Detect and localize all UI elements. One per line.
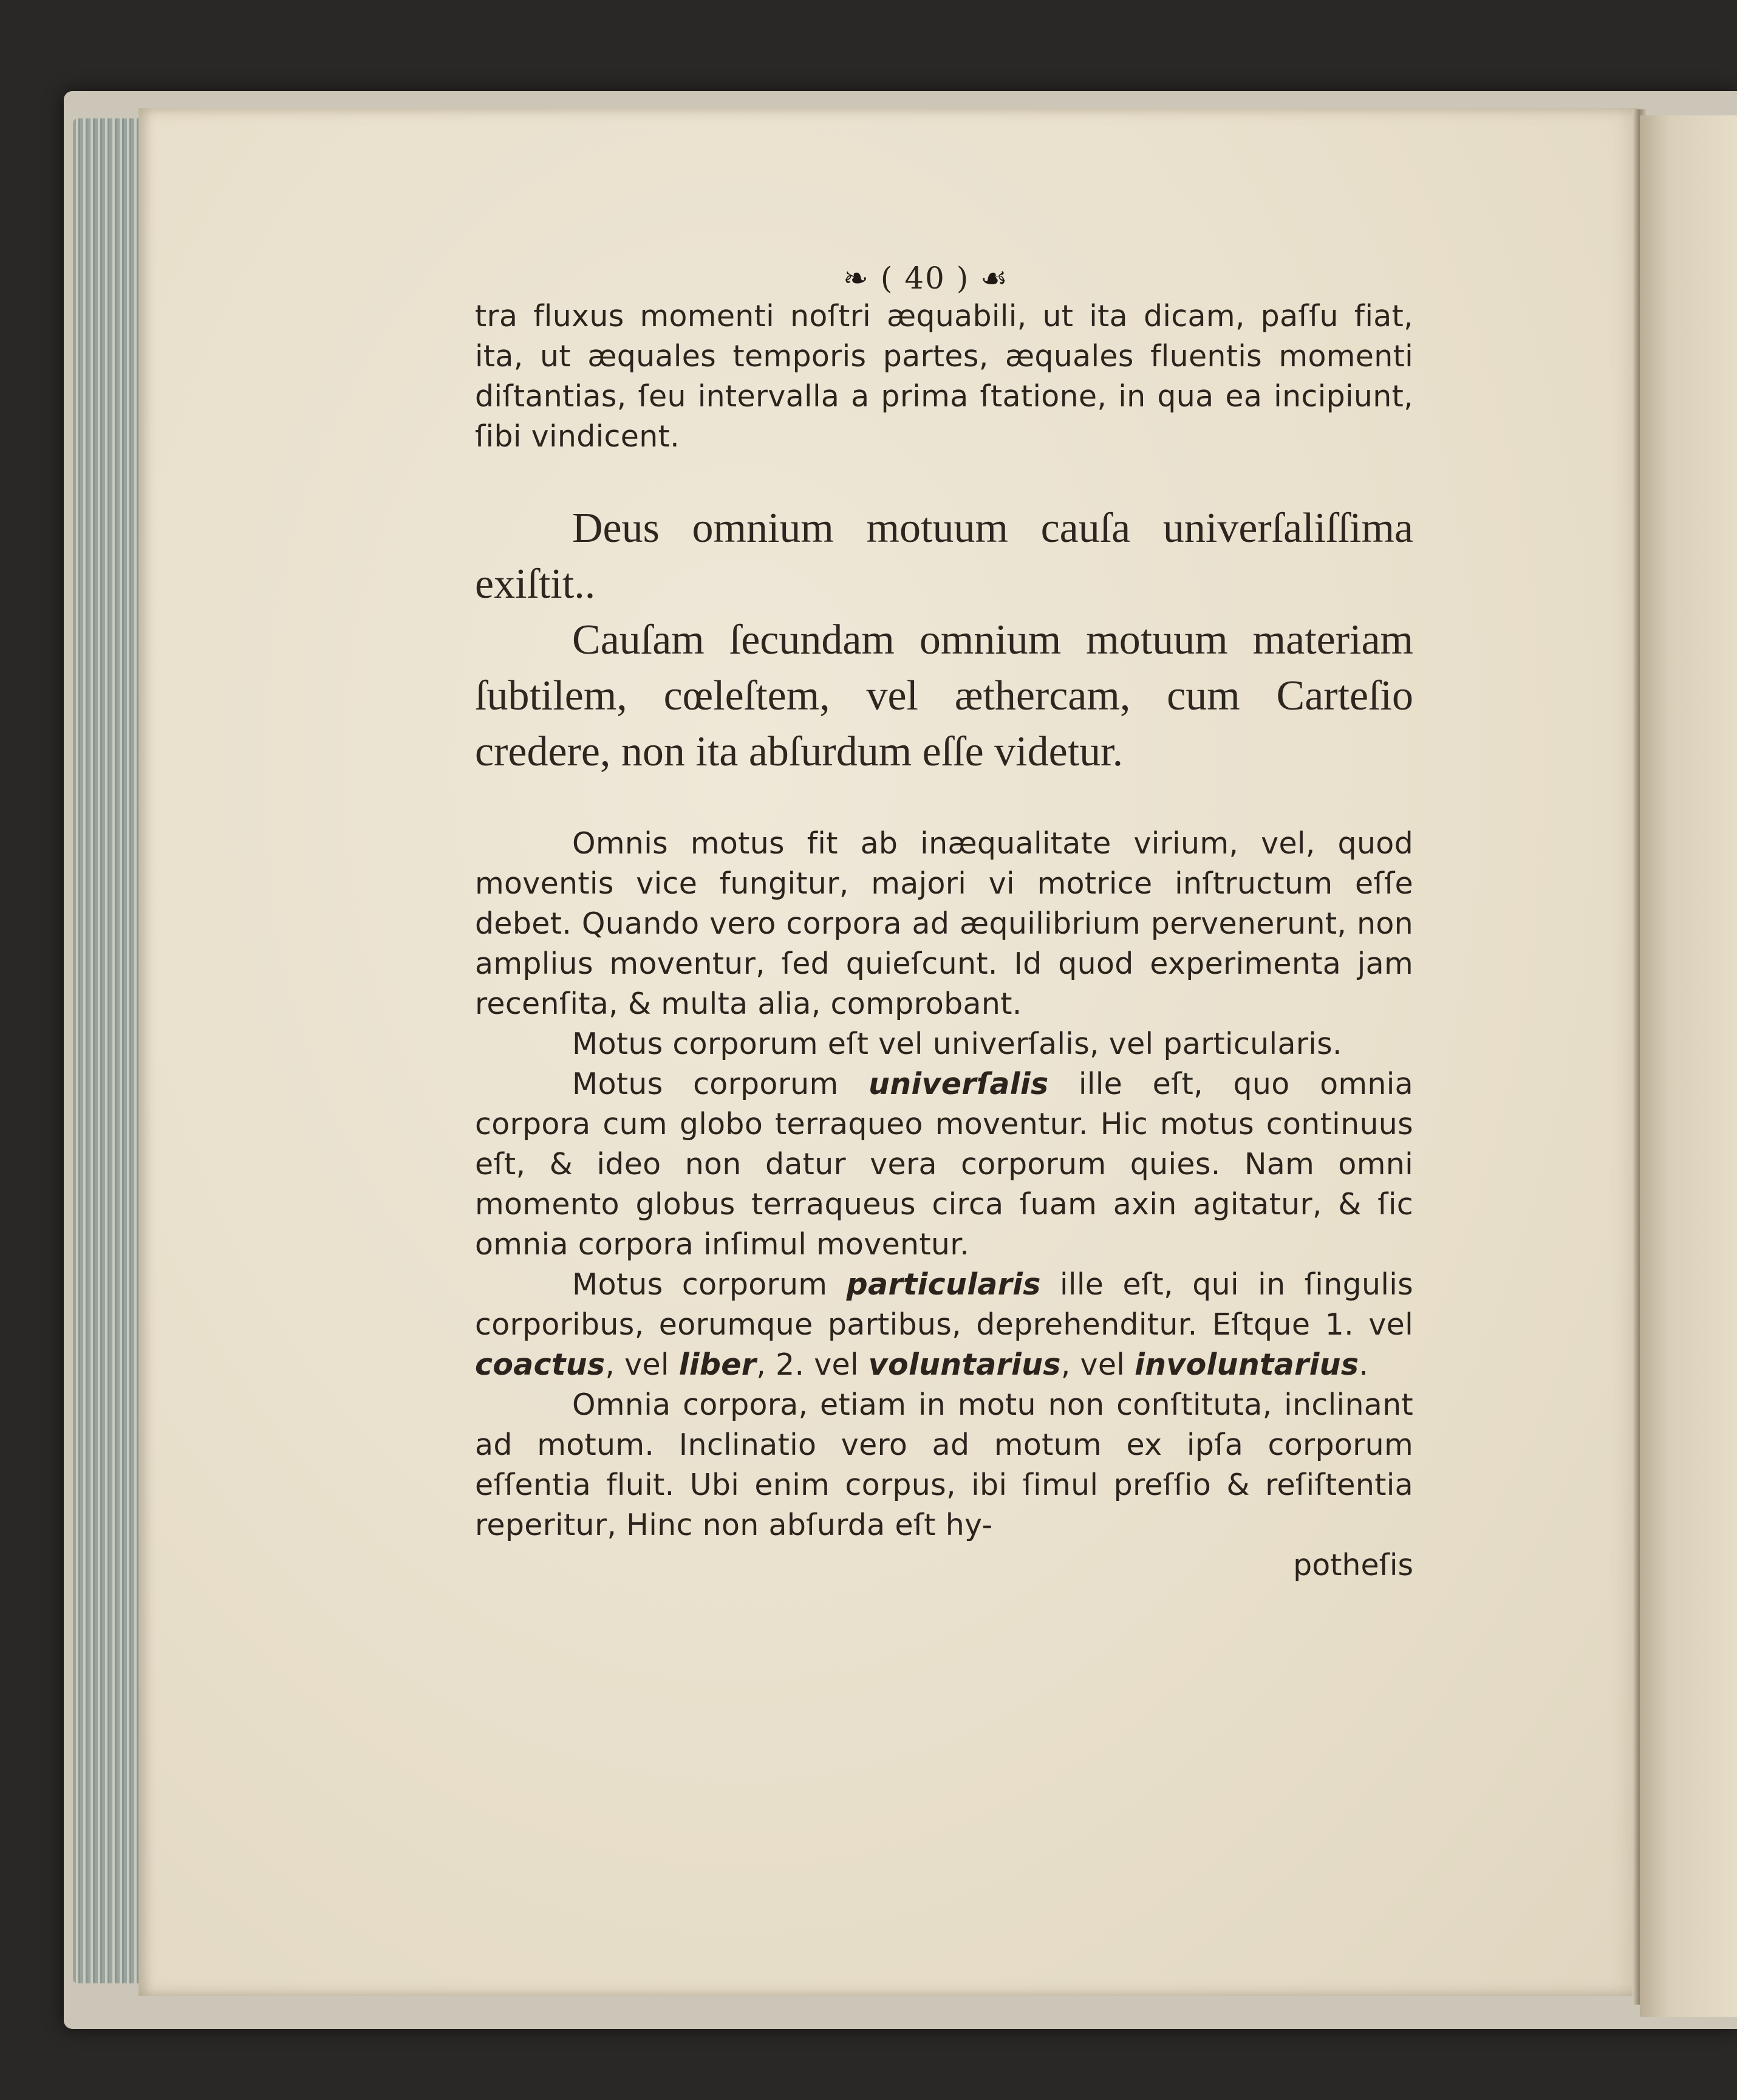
- left-ornament-icon: ❧: [843, 261, 870, 296]
- page-text: [475, 260, 1413, 1585]
- page-edges: [73, 118, 143, 1983]
- paragraph-3: Cauſam ſecundam omnium motuum materiam ſubtilem, cœleſtem, vel æthercam, cum Carteſio credere, non ita abſurdum eſſe videtur.: [475, 617, 1413, 775]
- paragraph-8: Omnia corpora, etiam in motu non conſtituta, inclinant ad motum. Inclinatio vero ad motum ex ipſa corporum eſſentia fluit. Ubi enim corpus, ibi ſimul preſſio & reſiſtentia reperitur, Hinc non abſurda eſt hy-: [475, 1387, 1413, 1542]
- paragraph-4: Omnis motus fit ab inæqualitate virium, vel, quod moventis vice fungitur, majori vi motrice inſtructum eſſe debet. Quando vero corpora ad æquilibrium pervenerunt, non amplius moventur, ſed quieſcunt. Id quod experimenta jam recenſita, & multa alia, comprobant.: [475, 826, 1413, 1021]
- page-header: [439, 260, 1413, 296]
- next-page-edge: [1640, 115, 1737, 2017]
- paragraph-7: Motus corporum particularis ille eſt, qui in ſingulis corporibus, eorumque partibus, deprehenditur. Eſtque 1. vel coactus, vel liber, 2. vel voluntarius, vel involuntarius.: [475, 1267, 1413, 1382]
- paragraph-5: Motus corporum eſt vel univerſalis, vel particularis.: [572, 1027, 1342, 1061]
- catchword: potheſis: [1293, 1548, 1413, 1582]
- paragraph-2: Deus omnium motuum cauſa univerſaliſſima exiſtit..: [475, 505, 1413, 607]
- paragraph-1: tra fluxus momenti noſtri æquabili, ut ita dicam, paſſu fiat, ita, ut æquales temporis partes, æquales fluentis momenti diſtantias, ſeu intervalla a prima ſtatione, in qua ea incipiunt, ſibi vindicent.: [475, 299, 1413, 454]
- right-ornament-icon: ☙: [980, 261, 1009, 296]
- paragraph-6: Motus corporum univerſalis ille eſt, quo omnia corpora cum globo terraqueo moventur. Hic motus continuus eſt, & ideo non datur vera corporum quies. Nam omni momento globus terraqueus circa ſuam axin agitatur, & ſic omnia corpora inſimul moventur.: [475, 1067, 1413, 1262]
- page-number: ( 40 ): [880, 261, 970, 296]
